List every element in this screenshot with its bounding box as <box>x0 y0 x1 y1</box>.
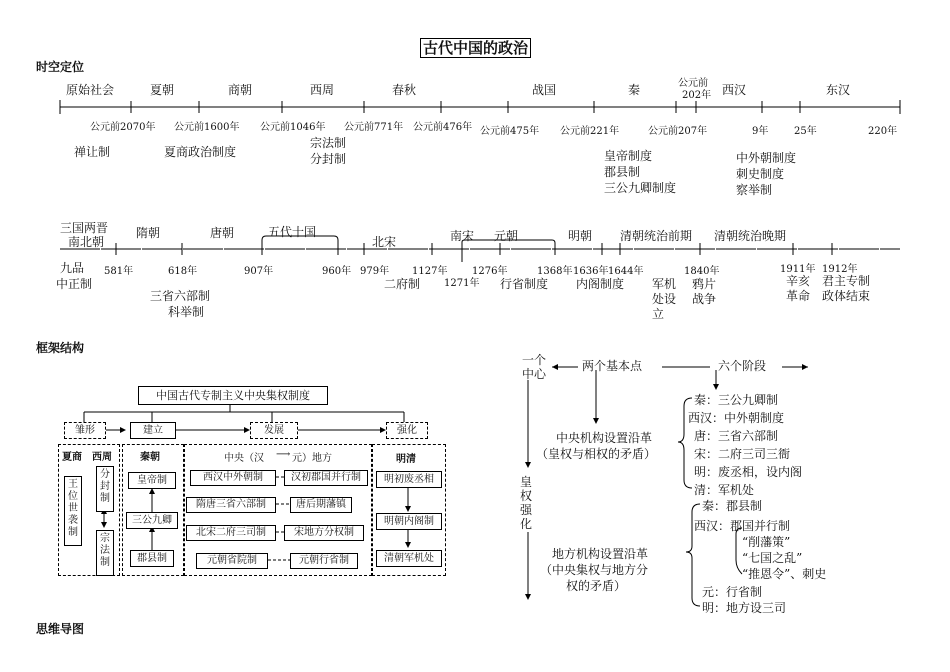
system-qing-1: 军机 <box>652 277 677 291</box>
system-sui-1: 三省六部制 <box>150 289 211 303</box>
year-220: 220年 <box>868 126 898 137</box>
era-primitive: 原始社会 <box>66 83 115 97</box>
box-local-3: 宋地方分权制 <box>284 525 364 541</box>
center-line1: 一个 <box>522 353 547 367</box>
stage-qianghua: 强化 <box>386 422 428 439</box>
era-zhanguo: 战国 <box>532 83 557 97</box>
year-979: 979年 <box>360 266 390 277</box>
year-1600bc: 公元前1600年 <box>174 122 240 133</box>
system-xiashang: 夏商政治制度 <box>164 145 237 159</box>
box-local-2: 唐后期藩镇 <box>290 497 352 513</box>
year-202bc-line1: 公元前 <box>678 78 708 89</box>
year-1644: 1644年 <box>608 266 644 277</box>
label-xizhou: 西周 <box>92 452 112 463</box>
system-xinhai-2: 革命 <box>786 289 811 303</box>
box-local-4: 元朝行省制 <box>290 553 358 569</box>
system-zongfa: 宗法制 <box>310 136 347 150</box>
local-item-5: “推恩令”、刺史 <box>742 567 827 581</box>
box-fenfeng: 分封制 <box>96 466 114 512</box>
era-ming: 明朝 <box>568 229 593 243</box>
central-title: 中央机构设置沿革 <box>556 431 653 445</box>
system-shanrang: 禅让制 <box>74 145 111 159</box>
system-han-2: 刺史制度 <box>736 167 785 181</box>
system-end-2: 政体结束 <box>822 289 871 303</box>
box-local-1: 汉初郡国并行制 <box>284 470 368 486</box>
year-618: 618年 <box>168 266 198 277</box>
era-donghan: 东汉 <box>826 83 851 97</box>
central-sub: （皇权与相权的矛盾） <box>536 447 657 461</box>
era-qing-late: 清朝统治晚期 <box>714 229 787 243</box>
era-beisong: 北宋 <box>372 235 397 249</box>
year-207bc: 公元前207年 <box>648 126 708 137</box>
year-2070bc: 公元前2070年 <box>90 122 156 133</box>
year-475bc: 公元前475年 <box>480 126 540 137</box>
era-shang: 商朝 <box>228 83 253 97</box>
local-item-1: 秦：郡县制 <box>702 499 763 513</box>
box-central-2: 隋唐三省六部制 <box>186 497 276 513</box>
stage-chuxing: 雏形 <box>64 422 106 439</box>
system-yuan: 行省制度 <box>500 277 549 291</box>
era-nansong: 南宋 <box>450 229 475 243</box>
local-title: 地方机构设置沿革 <box>552 547 649 561</box>
year-1912: 1912年 <box>822 264 858 275</box>
era-sui: 隋朝 <box>136 226 161 240</box>
system-qin-2: 郡县制 <box>604 165 641 179</box>
year-1840: 1840年 <box>684 266 720 277</box>
system-han-1: 中外朝制度 <box>736 151 797 165</box>
local-item-2: 西汉：郡国并行制 <box>694 519 791 533</box>
box-central-1: 西汉中外朝制 <box>190 470 276 486</box>
framework-root: 中国古代专制主义中央集权制度 <box>138 386 328 405</box>
local-item-3: “削藩策” <box>742 535 791 549</box>
box-central-4: 元朝省院制 <box>196 553 268 569</box>
system-song: 二府制 <box>384 277 421 291</box>
system-fenfeng: 分封制 <box>310 152 347 166</box>
local-item-7: 明：地方设三司 <box>702 601 787 615</box>
era-xizhou: 西周 <box>310 83 335 97</box>
era-tang: 唐朝 <box>210 226 235 240</box>
central-item-6: 清：军机处 <box>694 483 755 497</box>
year-476bc: 公元前476年 <box>413 122 473 133</box>
label-dev-b: 元）地方 <box>292 453 332 464</box>
vertical-2: 权 <box>520 489 533 503</box>
year-1271: 1271年 <box>444 278 480 289</box>
system-han-3: 察举制 <box>736 183 773 197</box>
era-chunqiu: 春秋 <box>392 83 417 97</box>
year-221bc: 公元前221年 <box>560 126 620 137</box>
system-qin-1: 皇帝制度 <box>604 149 653 163</box>
section-framework: 框架结构 <box>36 341 85 355</box>
era-xia: 夏朝 <box>150 83 175 97</box>
era-wudai: 五代十国 <box>268 225 317 239</box>
six-stages: 六个阶段 <box>718 359 767 373</box>
section-mindmap: 思维导图 <box>36 622 85 636</box>
label-mq: 明清 <box>396 454 416 465</box>
box-huangdi: 皇帝制 <box>128 472 176 489</box>
year-1127: 1127年 <box>412 266 448 277</box>
central-item-3: 唐：三省六部制 <box>694 429 779 443</box>
box-zongfa: 宗法制 <box>96 530 114 576</box>
system-opium-1: 鸦片 <box>692 277 717 291</box>
era-qin: 秦 <box>628 83 641 97</box>
system-qing-2: 处设 <box>652 292 677 306</box>
central-item-5: 明：废丞相，设内阁 <box>694 465 803 479</box>
system-jiupin-1: 九品 <box>60 261 85 275</box>
vertical-1: 皇 <box>520 475 533 489</box>
era-yuan: 元朝 <box>494 229 519 243</box>
year-581: 581年 <box>104 266 134 277</box>
central-item-1: 秦：三公九卿制 <box>694 393 779 407</box>
local-item-4: “七国之乱” <box>742 551 803 565</box>
label-qin: 秦朝 <box>140 452 160 463</box>
era-xihan: 西汉 <box>722 83 747 97</box>
vertical-3: 强 <box>520 503 533 517</box>
box-feichengxiang: 明初废丞相 <box>376 471 442 488</box>
year-1276: 1276年 <box>472 266 508 277</box>
system-end-1: 君主专制 <box>822 274 871 288</box>
local-sub-1: （中央集权与地方分 <box>540 563 649 577</box>
system-qin-3: 三公九卿制度 <box>604 181 677 195</box>
year-907: 907年 <box>244 266 274 277</box>
local-sub-2: 权的矛盾） <box>566 579 627 593</box>
system-xinhai-1: 辛亥 <box>786 274 811 288</box>
stage-jianli: 建立 <box>130 422 176 439</box>
stage-fazhan: 发展 <box>250 422 298 439</box>
box-central-3: 北宋二府三司制 <box>186 525 276 541</box>
box-sangong: 三公九卿 <box>126 512 178 529</box>
system-opium-2: 战争 <box>692 292 717 306</box>
center-line2: 中心 <box>522 367 547 381</box>
year-771bc: 公元前771年 <box>344 122 404 133</box>
central-item-4: 宋：二府三司三衙 <box>694 447 791 461</box>
label-xiashang: 夏商 <box>62 452 82 463</box>
year-1046bc: 公元前1046年 <box>260 122 326 133</box>
label-dev-arrow: ⟶ <box>276 449 291 460</box>
year-1636: 1636年 <box>573 266 609 277</box>
year-9: 9年 <box>752 126 769 137</box>
year-1911: 1911年 <box>780 264 816 275</box>
vertical-4: 化 <box>520 517 533 531</box>
system-qing-3: 立 <box>652 307 665 321</box>
year-25: 25年 <box>794 126 817 137</box>
year-960: 960年 <box>322 266 352 277</box>
central-item-2: 西汉：中外朝制度 <box>688 411 785 425</box>
box-junxian: 郡县制 <box>130 550 174 567</box>
year-1368: 1368年 <box>537 266 573 277</box>
system-sui-2: 科举制 <box>168 305 205 319</box>
box-wangwei: 王位世袭制 <box>64 476 82 546</box>
era-sanguo: 三国两晋 <box>60 221 109 235</box>
system-ming: 内阁制度 <box>576 277 625 291</box>
section-timeline: 时空定位 <box>36 60 85 74</box>
era-qing-early: 清朝统治前期 <box>620 229 693 243</box>
era-nanbeichao: 南北朝 <box>68 235 105 249</box>
local-item-6: 元：行省制 <box>702 585 763 599</box>
year-202bc-line2: 202年 <box>682 90 712 101</box>
page-title: 古代中国的政治 <box>420 38 531 58</box>
label-dev-a: 中央（汉 <box>224 453 264 464</box>
box-junjichu: 清朝军机处 <box>376 550 442 567</box>
box-neige: 明朝内阁制 <box>376 513 442 530</box>
system-jiupin-2: 中正制 <box>56 277 93 291</box>
two-points: 两个基本点 <box>582 359 643 373</box>
